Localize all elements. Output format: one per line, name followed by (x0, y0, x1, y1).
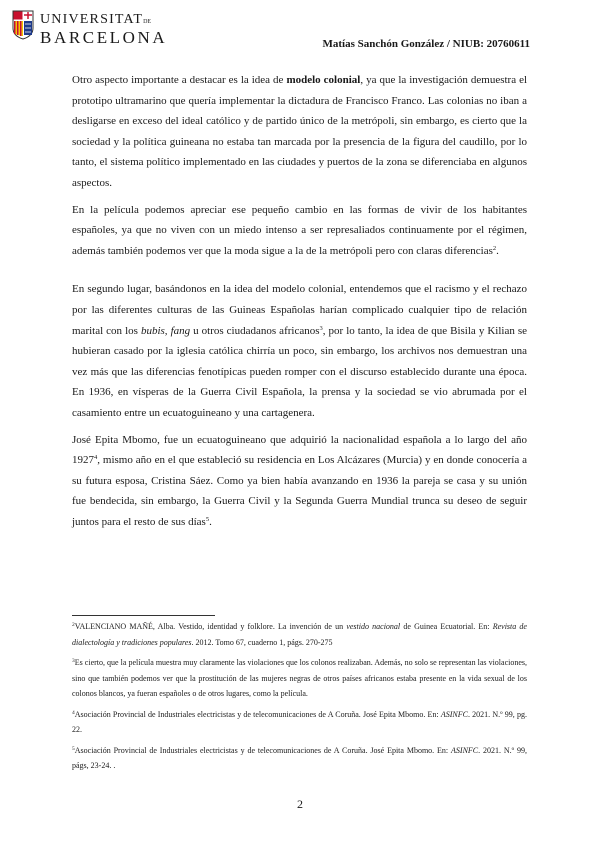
footnote-4: $^4$Asociación Provincial de Industriales electricistas y de telecomunicaciones de A Coruña. José Epita Mbomo. En: ASINFC. 2021. N.º 99, pg. 22. (72, 709, 527, 734)
footnote-ref: 4 (94, 454, 98, 462)
page-number: 2 (297, 797, 303, 811)
footnotes (72, 619, 527, 779)
author-header: Matías Sanchón González / NIUB: 20760611 (322, 38, 530, 50)
university-name-line1: UNIVERSITATDE (40, 12, 152, 27)
footnote-ref: 3 (319, 324, 323, 332)
footnote-5: $^5$Asociación Provincial de Industriales electricistas y de telecomunicaciones de A Coruña. José Epita Mbomo. En: ASINFC. 2021. N.º 99, págs, 23-24. . (72, 745, 527, 770)
university-shield-icon (12, 10, 34, 40)
footnote-separator (72, 615, 215, 616)
footnote-ref: 2 (492, 244, 497, 252)
body-text (72, 70, 527, 538)
paragraph-2: En la película podemos apreciar ese pequeño cambio en las formas de vivir de los habitantes españoles, ya que no viven con un miedo intenso a ser represaliados continuamente por el régimen, además también podemos ver que la moda sigue a la de la metrópoli pero con claras diferencias$^2$. (72, 203, 527, 257)
paragraph-1: Otro aspecto importante a destacar es la idea de modelo colonial, ya que la investigación demuestra el prototipo ultramarino que quería implementar la dictadura de Francisco Franco. Las colonias no iban a desligarse en exceso del ideal católico y de partido único de la metrópoli, sin embargo, es cierto que la sociedad y la política guineana no estaba tan marcada por la presencia de la figura del caudillo, por lo tanto, el sistema político implementado en las ciudades y puertos de la zona se diferenciaba en algunos aspectos. (72, 74, 528, 189)
footnote-ref: 5 (205, 515, 210, 523)
paragraph-3: En segundo lugar, basándonos en la idea del modelo colonial, entendemos que el racismo y el rechazo por las diferentes culturas de las Guineas Españolas harían complicado cualquier tipo de relación marital con los bubis, fang u otros ciudadanos africanos$^3$, por lo tanto, la idea de que Bisila y Kilian se hubieran casado por la iglesia católica chirría un poco, sin embargo, los archivos nos demuestran una vez más que las diferencias fenotípicas pueden romper con el discurso establecido durante una época. En 1936, en vísperas de la Guerra Civil Española, la prensa y la sociedad se vio abrumada por el casamiento entre un ecuatoguineano y una cartagenera. (72, 283, 528, 419)
footnote-2: $^2$VALENCIANO MAÑÉ, Alba. Vestido, identidad y folklore. La invención de un vestido nacional de Guinea Ecuatorial. En: Revista de dialectología y tradiciones populares. 2012. Tomo 67, cuaderno 1, págs. 270-275 (72, 622, 527, 647)
footnote-3: $^3$Es cierto, que la película muestra muy claramente las violaciones que los colonos realizaban. Además, no solo se representan las violaciones, sino que también podemos ver que la prostitución de las mujeres negras de otros países africanos estaba presente en la vida sexual de los colonos blancos, ya fueran españoles o de otros lugares, como la película. (72, 658, 527, 698)
university-logo (12, 10, 172, 54)
university-name-line2: BARCELONA (40, 28, 168, 47)
paragraph-4: José Epita Mbomo, fue un ecuatoguineano que adquirió la nacionalidad española a lo largo del año 1927$^4$, mismo año en el que estableció su residencia en Los Alcázares (Murcia) y en donde conocería a su futura esposa, Cristina Sáez. Como ya bien había avanzando en 1936 la pareja se casa y su unión fue bendecida, sin embargo, la Guerra Civil y la Segunda Guerra Mundial trunca su deseo de seguir juntos para el resto de sus días$^5$. (72, 433, 527, 528)
